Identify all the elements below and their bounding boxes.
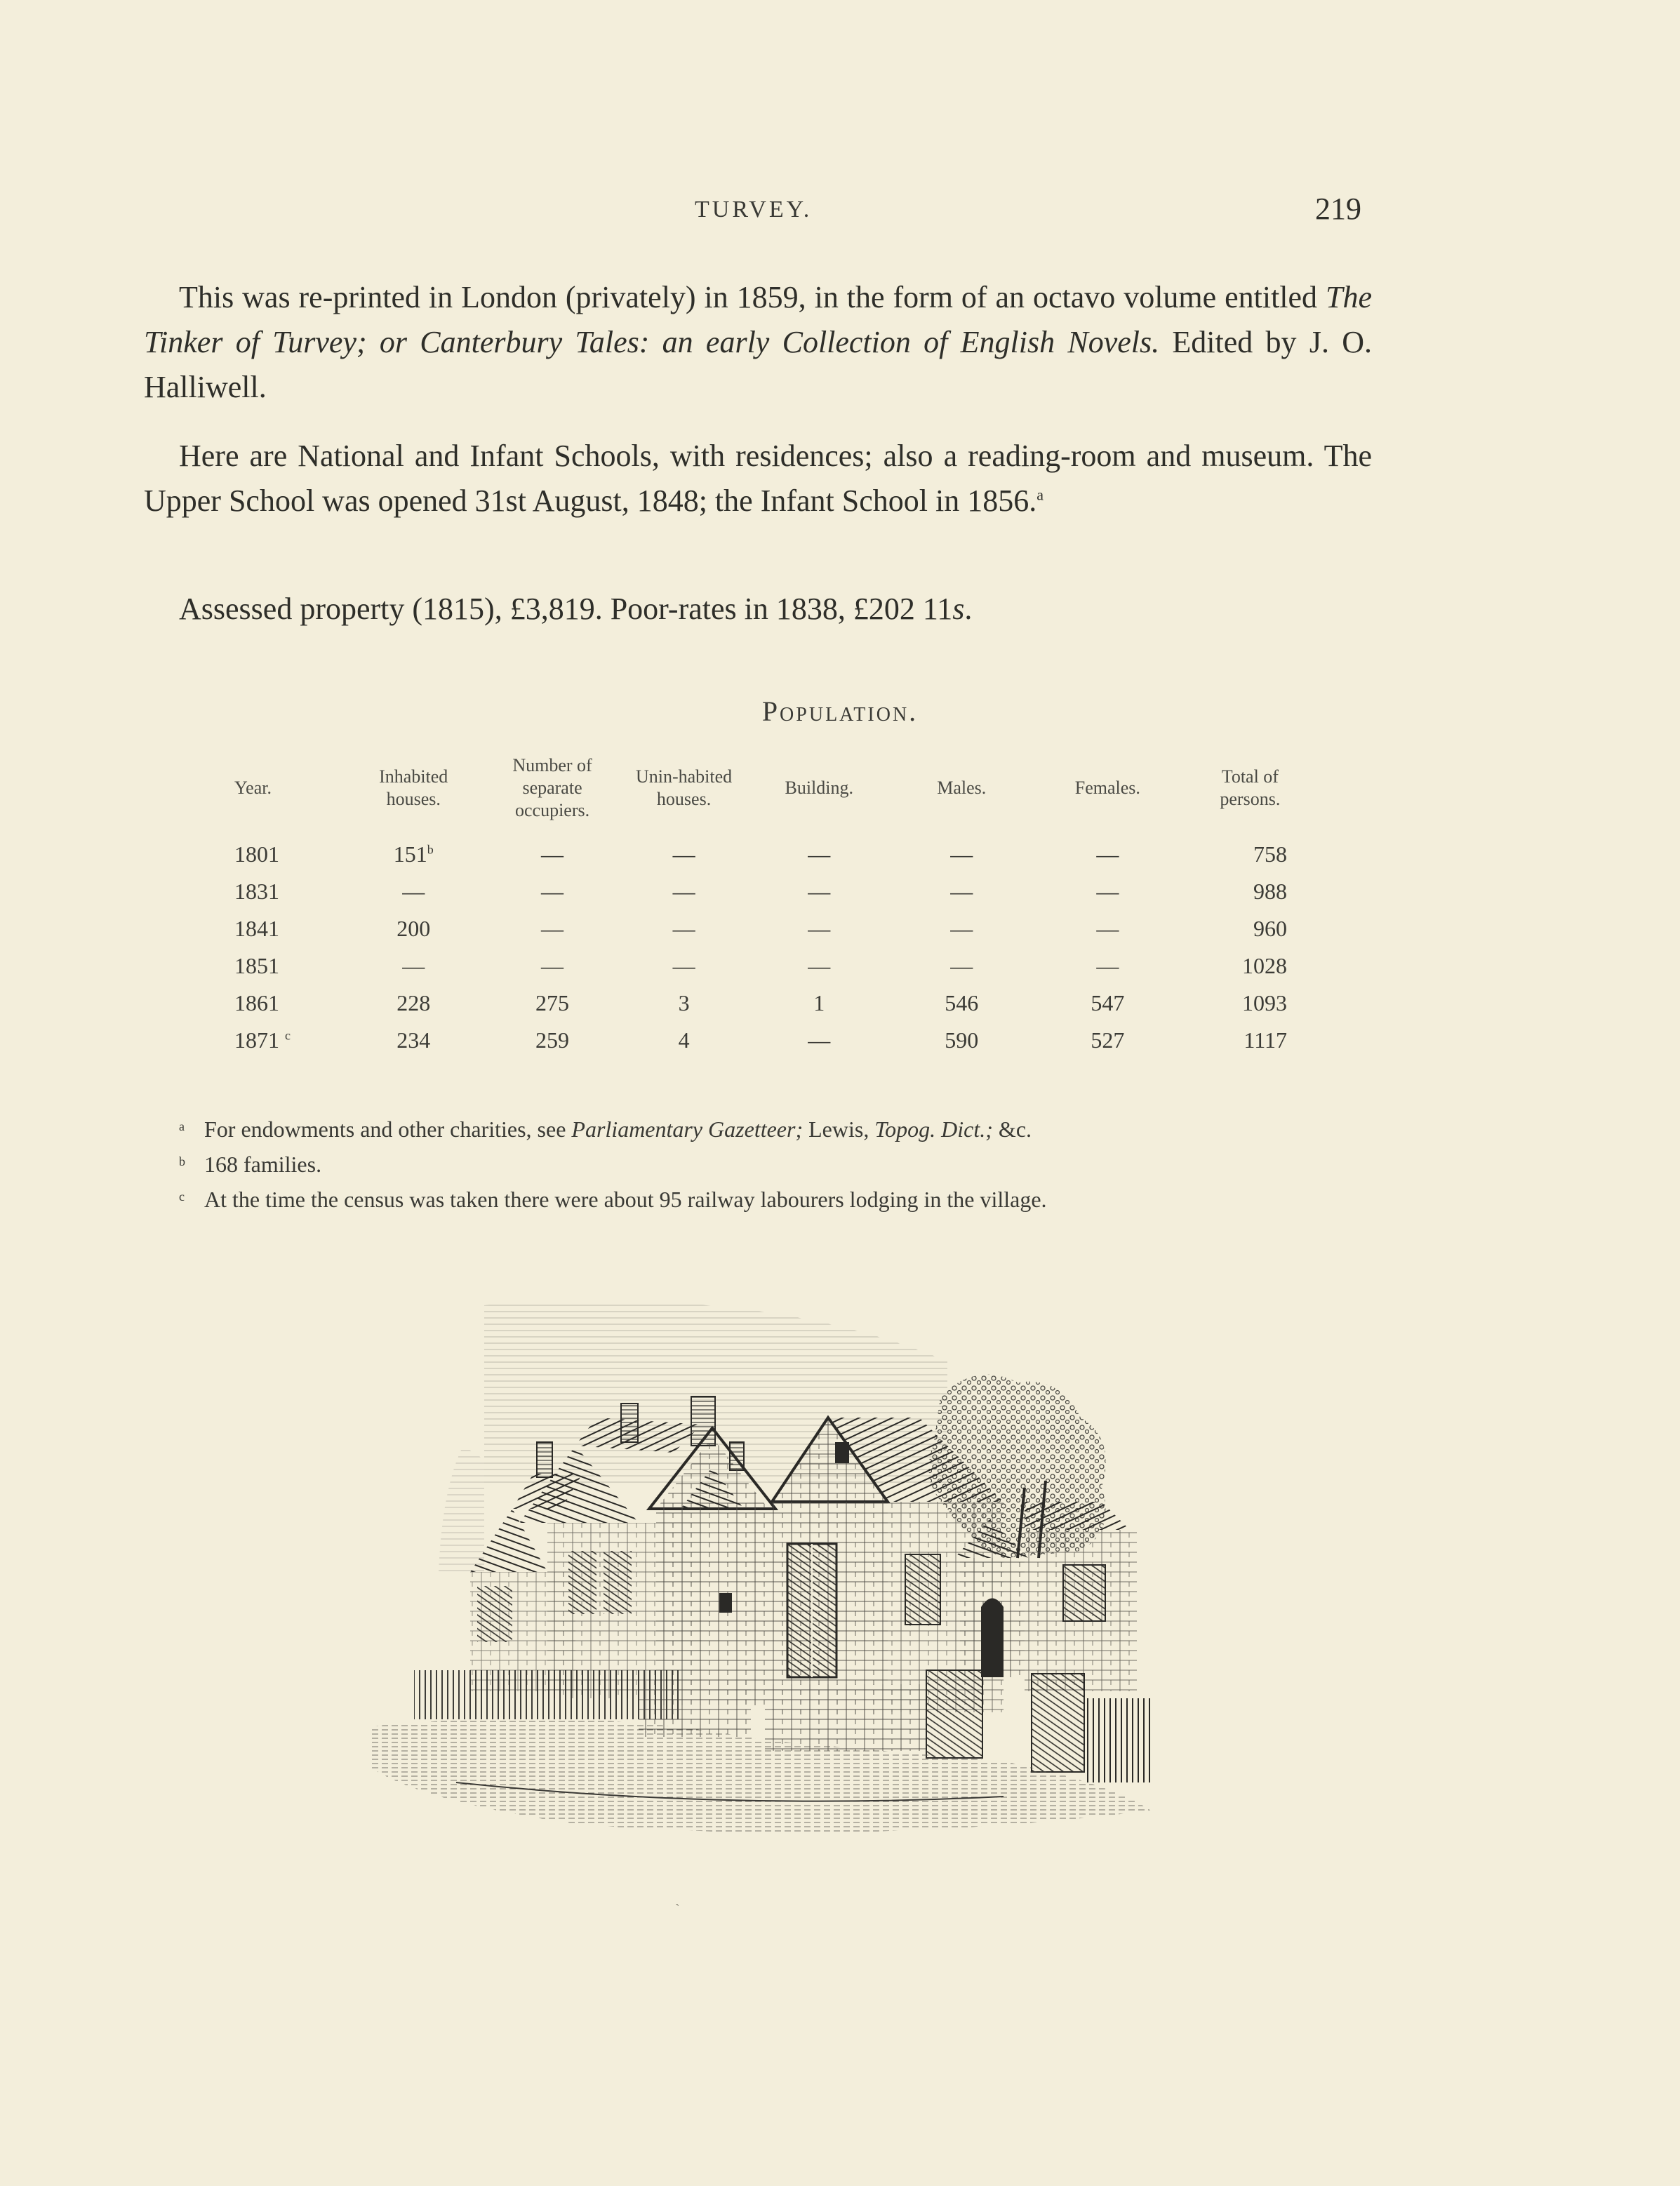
population-row [218, 836, 1312, 873]
cell-uninhabited [625, 910, 742, 947]
footnote-c-text: At the time the census was taken there were about 95 railway labourers lodging in the village. [204, 1187, 1047, 1212]
cell-year [218, 910, 347, 947]
cell-males-value: — [950, 916, 973, 941]
cell-inhabited-value: 200 [396, 916, 431, 941]
cell-males-value: — [950, 841, 973, 867]
cell-total [1188, 873, 1312, 910]
cell-year-value: 1841 [234, 916, 279, 941]
cell-females-value: 547 [1091, 990, 1125, 1015]
header-inhabited: Inhabited houses. [379, 766, 448, 809]
paragraph-reprint [144, 275, 1372, 410]
cell-building [742, 836, 895, 873]
header-males: Males. [937, 778, 987, 798]
cell-inhabited-value: — [402, 879, 425, 904]
cell-uninhabited-value: 3 [678, 990, 690, 1015]
cell-uninhabited-value: — [672, 916, 695, 941]
cell-males [895, 836, 1027, 873]
cell-year-value: 1851 [234, 953, 279, 978]
cell-females [1027, 910, 1188, 947]
cell-building-value: — [808, 1027, 831, 1053]
cell-inhabited [347, 836, 479, 873]
cell-year-value: 1801 [234, 841, 279, 867]
cell-uninhabited-value: — [672, 841, 695, 867]
cell-building-value: — [808, 916, 831, 941]
cell-building-value: — [808, 953, 831, 978]
running-head: TURVEY. [695, 196, 813, 222]
cell-females [1027, 985, 1188, 1022]
cell-occupiers [479, 836, 625, 873]
cell-total-value: 988 [1253, 879, 1287, 904]
cell-uninhabited-value: 4 [678, 1027, 690, 1053]
school-engraving-illustration [372, 1277, 1165, 1860]
cell-females [1027, 873, 1188, 910]
header-occupiers: Number of separate occupiers. [512, 755, 592, 820]
cell-inhabited [347, 910, 479, 947]
cell-inhabited [347, 947, 479, 985]
cell-uninhabited [625, 947, 742, 985]
cell-year-value: 1871 [234, 1027, 279, 1053]
population-body [218, 836, 1312, 1059]
paragraph-property-end: . [964, 592, 973, 626]
cell-occupiers [479, 910, 625, 947]
footnote-b-mark: b [179, 1154, 185, 1168]
footnote-a-gazetteer: Parliamentary Gazetteer; [571, 1117, 804, 1142]
footnote-c-mark: c [179, 1189, 185, 1204]
population-header-row [218, 754, 1312, 836]
cell-year [218, 947, 347, 985]
population-row [218, 985, 1312, 1022]
cell-inhabited-value: 234 [396, 1027, 431, 1053]
cell-occupiers-value: — [541, 879, 564, 904]
header-year: Year. [234, 778, 272, 798]
cell-uninhabited-value: — [672, 879, 695, 904]
cell-inhabited [347, 985, 479, 1022]
footnotes [179, 1112, 1316, 1217]
cell-occupiers-value: 259 [535, 1027, 570, 1053]
cell-uninhabited [625, 985, 742, 1022]
cell-total [1188, 910, 1312, 947]
population-row [218, 873, 1312, 910]
cell-total-value: 1028 [1242, 953, 1287, 978]
footnote-b [179, 1147, 1316, 1182]
footnote-ref-a: a [1036, 486, 1044, 504]
footnote-a-text1: For endowments and other charities, see [204, 1117, 572, 1142]
cell-building-value: — [808, 841, 831, 867]
cell-females-value: — [1096, 879, 1119, 904]
cell-total [1188, 1022, 1312, 1059]
cell-females [1027, 947, 1188, 985]
footnote-a [179, 1112, 1316, 1147]
cell-total-value: 758 [1253, 841, 1287, 867]
cell-occupiers [479, 873, 625, 910]
cell-inhabited-note-mark: b [427, 842, 434, 857]
cell-total-value: 1117 [1244, 1027, 1287, 1053]
cell-total [1188, 836, 1312, 873]
cell-males-value: 546 [945, 990, 979, 1015]
population-row [218, 1022, 1312, 1059]
cell-total-value: 960 [1253, 916, 1287, 941]
cell-inhabited [347, 1022, 479, 1059]
cell-occupiers [479, 1022, 625, 1059]
cell-uninhabited [625, 836, 742, 873]
cell-inhabited-value: 151 [393, 841, 427, 867]
cell-building-value: 1 [813, 990, 825, 1015]
cell-females [1027, 1022, 1188, 1059]
cell-males [895, 910, 1027, 947]
cell-males [895, 1022, 1027, 1059]
cell-females-value: 527 [1091, 1027, 1125, 1053]
cell-inhabited-value: — [402, 953, 425, 978]
cell-uninhabited-value: — [672, 953, 695, 978]
cell-building-value: — [808, 879, 831, 904]
cell-occupiers [479, 947, 625, 985]
cell-occupiers-value: 275 [535, 990, 570, 1015]
stray-print-mark: ˋ [675, 1902, 680, 1917]
population-title: Population. [761, 695, 919, 727]
cell-year [218, 1022, 347, 1059]
population-row [218, 947, 1312, 985]
cell-females-value: — [1096, 953, 1119, 978]
cell-females-value: — [1096, 841, 1119, 867]
cell-total-value: 1093 [1242, 990, 1287, 1015]
paragraph-reprint-editor: Edited by J. O. Halliwell. [144, 325, 1372, 404]
footnote-b-text: 168 families. [204, 1152, 322, 1177]
cell-total [1188, 985, 1312, 1022]
cell-females [1027, 836, 1188, 873]
cell-building [742, 985, 895, 1022]
paragraph-property-text: Assessed property (1815), £3,819. Poor-rates in 1838, £202 11 [179, 592, 953, 626]
cell-building [742, 910, 895, 947]
header-total: Total of persons. [1220, 766, 1281, 809]
cell-females-value: — [1096, 916, 1119, 941]
population-table [218, 754, 1312, 1059]
population-row [218, 910, 1312, 947]
footnote-a-text3: &c. [992, 1117, 1032, 1142]
cell-males [895, 873, 1027, 910]
paragraph-schools [144, 434, 1372, 524]
book-title-italic: The Tinker of Turvey; or Canterbury Tales: an early Collection of English Novels. [144, 280, 1372, 359]
header-building: Building. [785, 778, 853, 798]
header-uninhabited: Unin-habited houses. [635, 766, 733, 809]
footnote-c [179, 1182, 1316, 1217]
header-females: Females. [1074, 778, 1140, 798]
cell-total [1188, 947, 1312, 985]
footnote-a-topog: Topog. Dict.; [874, 1117, 993, 1142]
cell-building [742, 1022, 895, 1059]
cell-males-value: 590 [945, 1027, 979, 1053]
footnote-a-text2: Lewis, [803, 1117, 875, 1142]
footnote-a-mark: a [179, 1119, 185, 1133]
cell-uninhabited [625, 873, 742, 910]
page-number: 219 [1315, 192, 1361, 226]
cell-inhabited [347, 873, 479, 910]
cell-occupiers-value: — [541, 841, 564, 867]
cell-year-value: 1831 [234, 879, 279, 904]
cell-inhabited-value: 228 [396, 990, 431, 1015]
cell-year-note-mark: c [285, 1028, 291, 1043]
paragraph-reprint-text: This was re-printed in London (privately) in 1859, in the form of an octavo volume entitled [179, 280, 1326, 314]
cell-year [218, 836, 347, 873]
cell-males [895, 947, 1027, 985]
cell-males-value: — [950, 953, 973, 978]
cell-building [742, 947, 895, 985]
cell-year [218, 873, 347, 910]
cell-occupiers-value: — [541, 916, 564, 941]
cell-males-value: — [950, 879, 973, 904]
shillings-italic: s [952, 592, 965, 626]
paragraph-schools-text: Here are National and Infant Schools, with residences; also a reading-room and museum. The Upper School was opened 31st August, 1848; the Infant School in 1856. [144, 439, 1372, 518]
cell-year-value: 1861 [234, 990, 279, 1015]
cell-occupiers-value: — [541, 953, 564, 978]
cell-occupiers [479, 985, 625, 1022]
paragraph-property [179, 587, 1372, 632]
cell-building [742, 873, 895, 910]
cell-males [895, 985, 1027, 1022]
cell-uninhabited [625, 1022, 742, 1059]
cell-year [218, 985, 347, 1022]
